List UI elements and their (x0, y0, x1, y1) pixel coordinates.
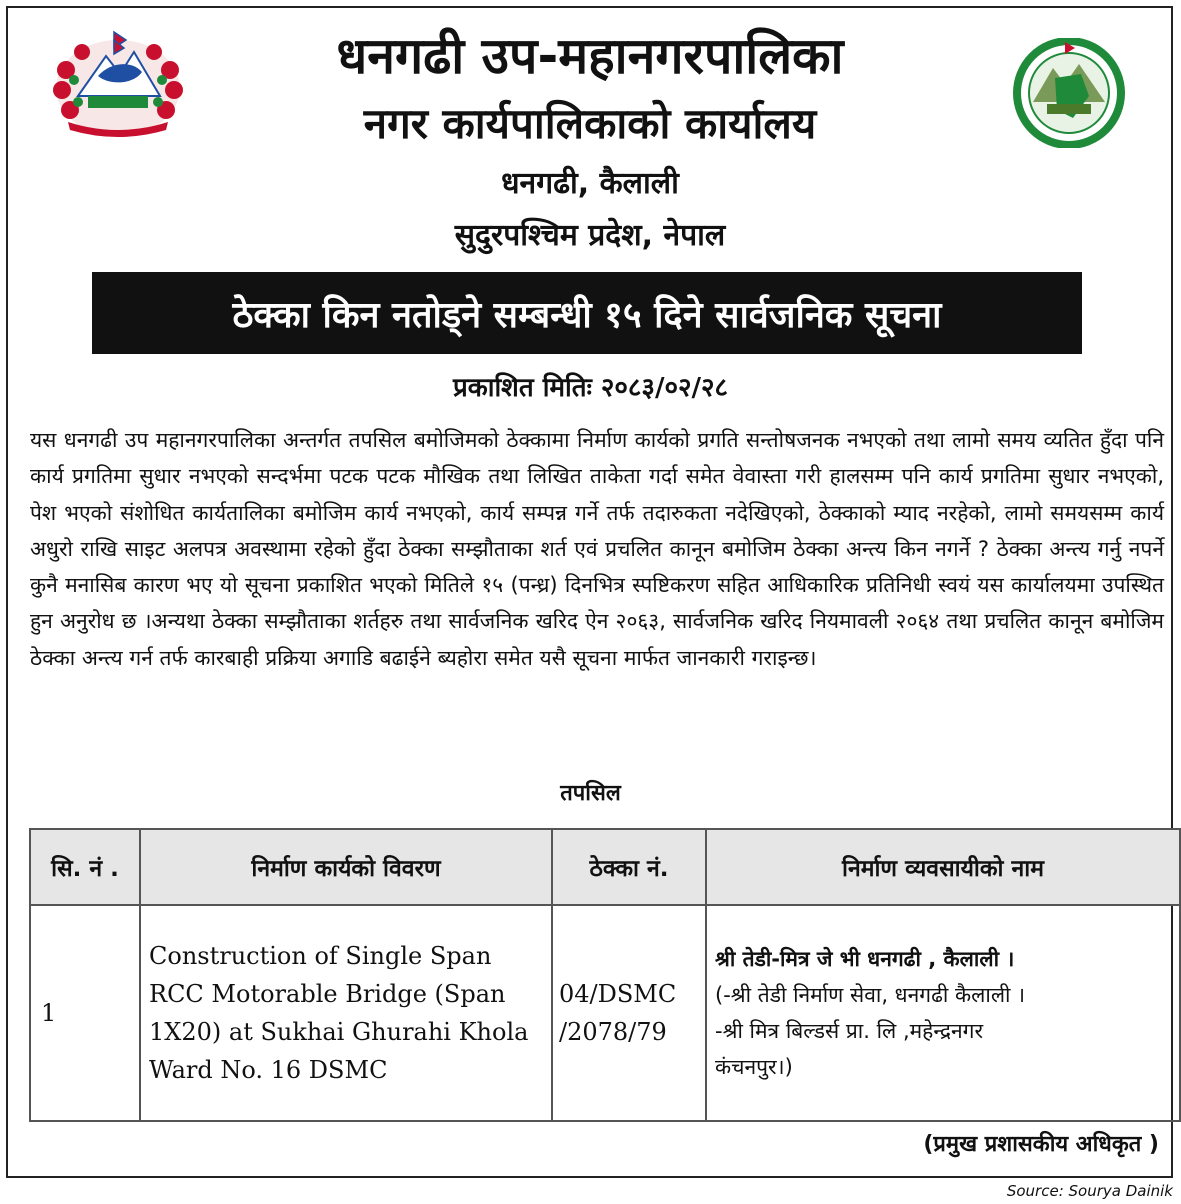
contractor-jv-name: श्री तेडी-मित्र जे भी धनगढी , कैलाली । (715, 947, 1015, 971)
cell-contractor-name (706, 905, 1180, 1121)
municipality-seal-icon (1003, 38, 1135, 148)
municipality-name: धनगढी उप-महानगरपालिका (336, 27, 844, 85)
source-credit: Source: Sourya Dainik (1006, 1182, 1173, 1200)
header-serial: सि. नं . (30, 829, 140, 905)
header-work-description: निर्माण कार्यको विवरण (140, 829, 552, 905)
office-name: नगर कार्यपालिकाको कार्यालय (363, 99, 817, 148)
contract-table (29, 828, 1181, 1122)
office-location: धनगढी, कैलाली (501, 166, 679, 201)
notice-title: ठेक्का किन नतोड्ने सम्बन्धी १५ दिने सार्वजनिक सूचना (232, 294, 942, 336)
contractor-partner-1: (-श्री तेडी निर्माण सेवा, धनगढी कैलाली । (715, 983, 1026, 1007)
schedule-title: तपसिल (560, 781, 621, 806)
office-province: सुदुरपश्चिम प्रदेश, नेपाल (454, 218, 726, 253)
header-contract-no: ठेक्का नं. (552, 829, 706, 905)
cell-contract-no: 04/DSMC /2078/79 (552, 905, 706, 1121)
notice-body: यस धनगढी उप महानगरपालिका अन्तर्गत तपसिल बमोजिमको ठेक्कामा निर्माण कार्यको प्रगति सन्तोषजनक नभएको तथा लामो समय व्यतित हुँदा पनि कार्य प्रगतिमा सुधार नभएको सन्दर्भमा पटक पटक मौखिक तथा लिखित ताकेता गर्दा समेत वेवास्ता गरी हालसम्म पनि कार्य प्रगतिमा सुधार नभएको, पेश भएको संशोधित कार्यतालिका बमोजिम कार्य नभएको, कार्य सम्पन्न गर्ने तर्फ तदारुकता नदेखिएको, ठेक्काको म्याद नरहेको, लामो समयसम्म कार्य अधुरो राखि साइट अलपत्र अवस्थामा रहेको हुँदा ठेक्का सम्झौताका शर्त एवं प्रचलित कानून बमोजिम ठेक्का अन्त्य किन नगर्ने ? ठेक्का अन्त्य गर्नु नपर्ने कुनै मनासिब कारण भए यो सूचना प्रकाशित भएको मितिले १५ (पन्ध्र) दिनभित्र स्पष्टिकरण सहित आधिकारिक प्रतिनिधी स्वयं यस कार्यालयमा उपस्थित हुन अनुरोध छ ।अन्यथा ठेक्का सम्झौताका शर्तहरु तथा सार्वजनिक खरिद ऐन २०६३, सार्वजनिक खरिद नियमावली २०६४ तथा प्रचलित कानून बमोजिम ठेक्का अन्त्य गर्न तर्फ कारबाही प्रक्रिया अगाडि बढाईने ब्यहोरा समेत यसै सूचना मार्फत जानकारी गराइन्छ। (30, 428, 1164, 670)
published-date: प्रकाशित मितिः २०८३/०२/२८ (452, 373, 729, 403)
table-row (30, 905, 1180, 1121)
table-header-row (30, 829, 1180, 905)
contractor-partner-2: -श्री मित्र बिल्डर्स प्रा. लि ,महेन्द्रनगर (715, 1019, 984, 1043)
notice-title-banner (92, 272, 1082, 354)
cell-work-description: Construction of Single Span RCC Motorable Bridge (Span 1X20) at Sukhai Ghurahi Khola Ward No. 16 DSMC (140, 905, 552, 1121)
header-contractor-name: निर्माण व्यवसायीको नाम (706, 829, 1180, 905)
contractor-partner-2-location: कंचनपुर।) (715, 1055, 793, 1079)
cell-serial: 1 (30, 905, 140, 1121)
nepal-emblem-icon (48, 26, 188, 138)
signatory: (प्रमुख प्रशासकीय अधिकृत ) (923, 1132, 1159, 1157)
